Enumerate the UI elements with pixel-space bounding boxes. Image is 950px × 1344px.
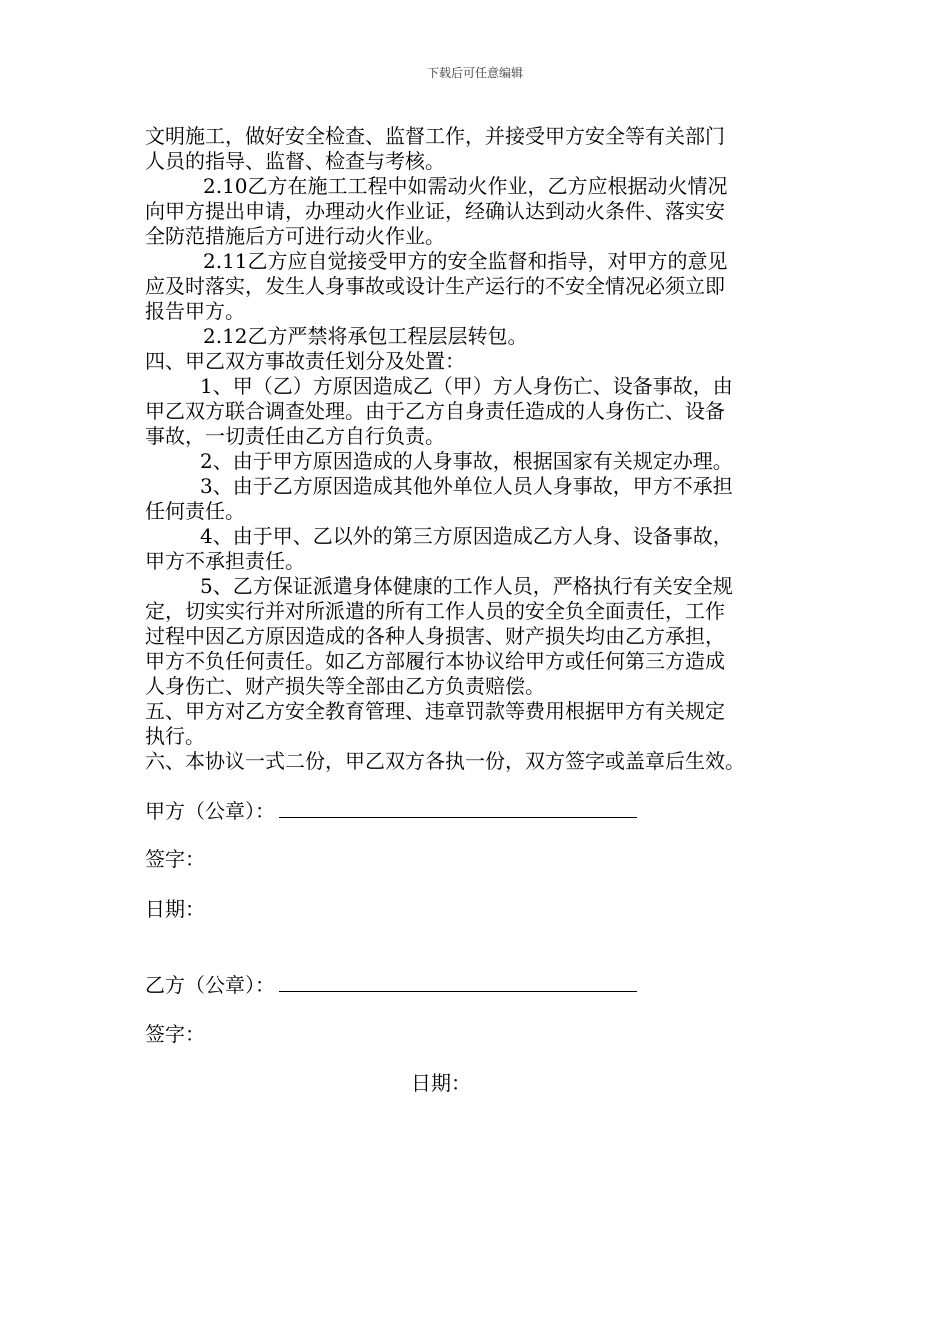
clause-2-12-line: 2.12乙方严禁将承包工程层层转包。	[203, 324, 528, 348]
party-a-date-label: 日期：	[145, 897, 205, 921]
section-5-heading: 五、甲方对乙方安全教育管理、违章罚款等费用根据甲方有关规定	[145, 699, 725, 723]
paragraph-line: 人身伤亡、财产损失等全部由乙方负责赔偿。	[145, 674, 545, 698]
party-b-sign-label: 签字：	[145, 1022, 205, 1046]
paragraph-line: 定，切实实行并对所派遣的所有工作人员的安全负全面责任，工作	[145, 599, 725, 623]
item-4-line: 4、由于甲、乙以外的第三方原因造成乙方人身、设备事故，	[200, 524, 733, 548]
paragraph-line: 事故，一切责任由乙方自行负责。	[145, 424, 445, 448]
page-header: 下载后可任意编辑	[426, 66, 523, 80]
paragraph-line: 甲方不负任何责任。如乙方部履行本协议给甲方或任何第三方造成	[145, 649, 725, 673]
paragraph-line: 甲方不承担责任。	[145, 549, 305, 573]
item-3-line: 3、由于乙方原因造成其他外单位人员人身事故，甲方不承担	[200, 474, 733, 498]
party-b-seal-label: 乙方（公章）：	[145, 973, 275, 997]
agreement-body	[145, 124, 809, 774]
party-b-date-label: 日期：	[411, 1071, 471, 1095]
party-a-seal-row	[145, 798, 637, 824]
item-5-line: 5、乙方保证派遣身体健康的工作人员，严格执行有关安全规	[200, 574, 733, 598]
paragraph-line: 人员的指导、监督、检查与考核。	[145, 149, 445, 173]
paragraph-line: 报告甲方。	[145, 299, 245, 323]
paragraph-line: 过程中因乙方原因造成的各种人身损害、财产损失均由乙方承担，	[145, 624, 725, 648]
item-1-line: 1、甲（乙）方原因造成乙（甲）方人身伤亡、设备事故，由	[200, 374, 733, 398]
clause-2-11-line: 2.11乙方应自觉接受甲方的安全监督和指导，对甲方的意见	[203, 249, 728, 273]
party-b-seal-blank	[279, 978, 637, 992]
paragraph-line: 甲乙双方联合调查处理。由于乙方自身责任造成的人身伤亡、设备	[145, 399, 725, 423]
party-b-seal-row	[145, 972, 637, 998]
paragraph-line: 全防范措施后方可进行动火作业。	[145, 224, 445, 248]
party-a-seal-blank	[279, 804, 637, 818]
section-6-heading: 六、本协议一式二份，甲乙双方各执一份，双方签字或盖章后生效。	[145, 749, 745, 773]
paragraph-line: 任何责任。	[145, 499, 245, 523]
paragraph-line: 执行。	[145, 724, 205, 748]
paragraph-line: 向甲方提出申请，办理动火作业证，经确认达到动火条件、落实安	[145, 199, 725, 223]
paragraph-line: 文明施工，做好安全检查、监督工作，并接受甲方安全等有关部门	[145, 124, 725, 148]
clause-2-10-line: 2.10乙方在施工工程中如需动火作业，乙方应根据动火情况	[203, 174, 728, 198]
section-4-heading: 四、甲乙双方事故责任划分及处置：	[145, 349, 465, 373]
party-a-seal-label: 甲方（公章）：	[145, 799, 275, 823]
party-a-sign-label: 签字：	[145, 847, 205, 871]
item-2-line: 2、由于甲方原因造成的人身事故，根据国家有关规定办理。	[200, 449, 733, 473]
paragraph-line: 应及时落实，发生人身事故或设计生产运行的不安全情况必须立即	[145, 274, 725, 298]
